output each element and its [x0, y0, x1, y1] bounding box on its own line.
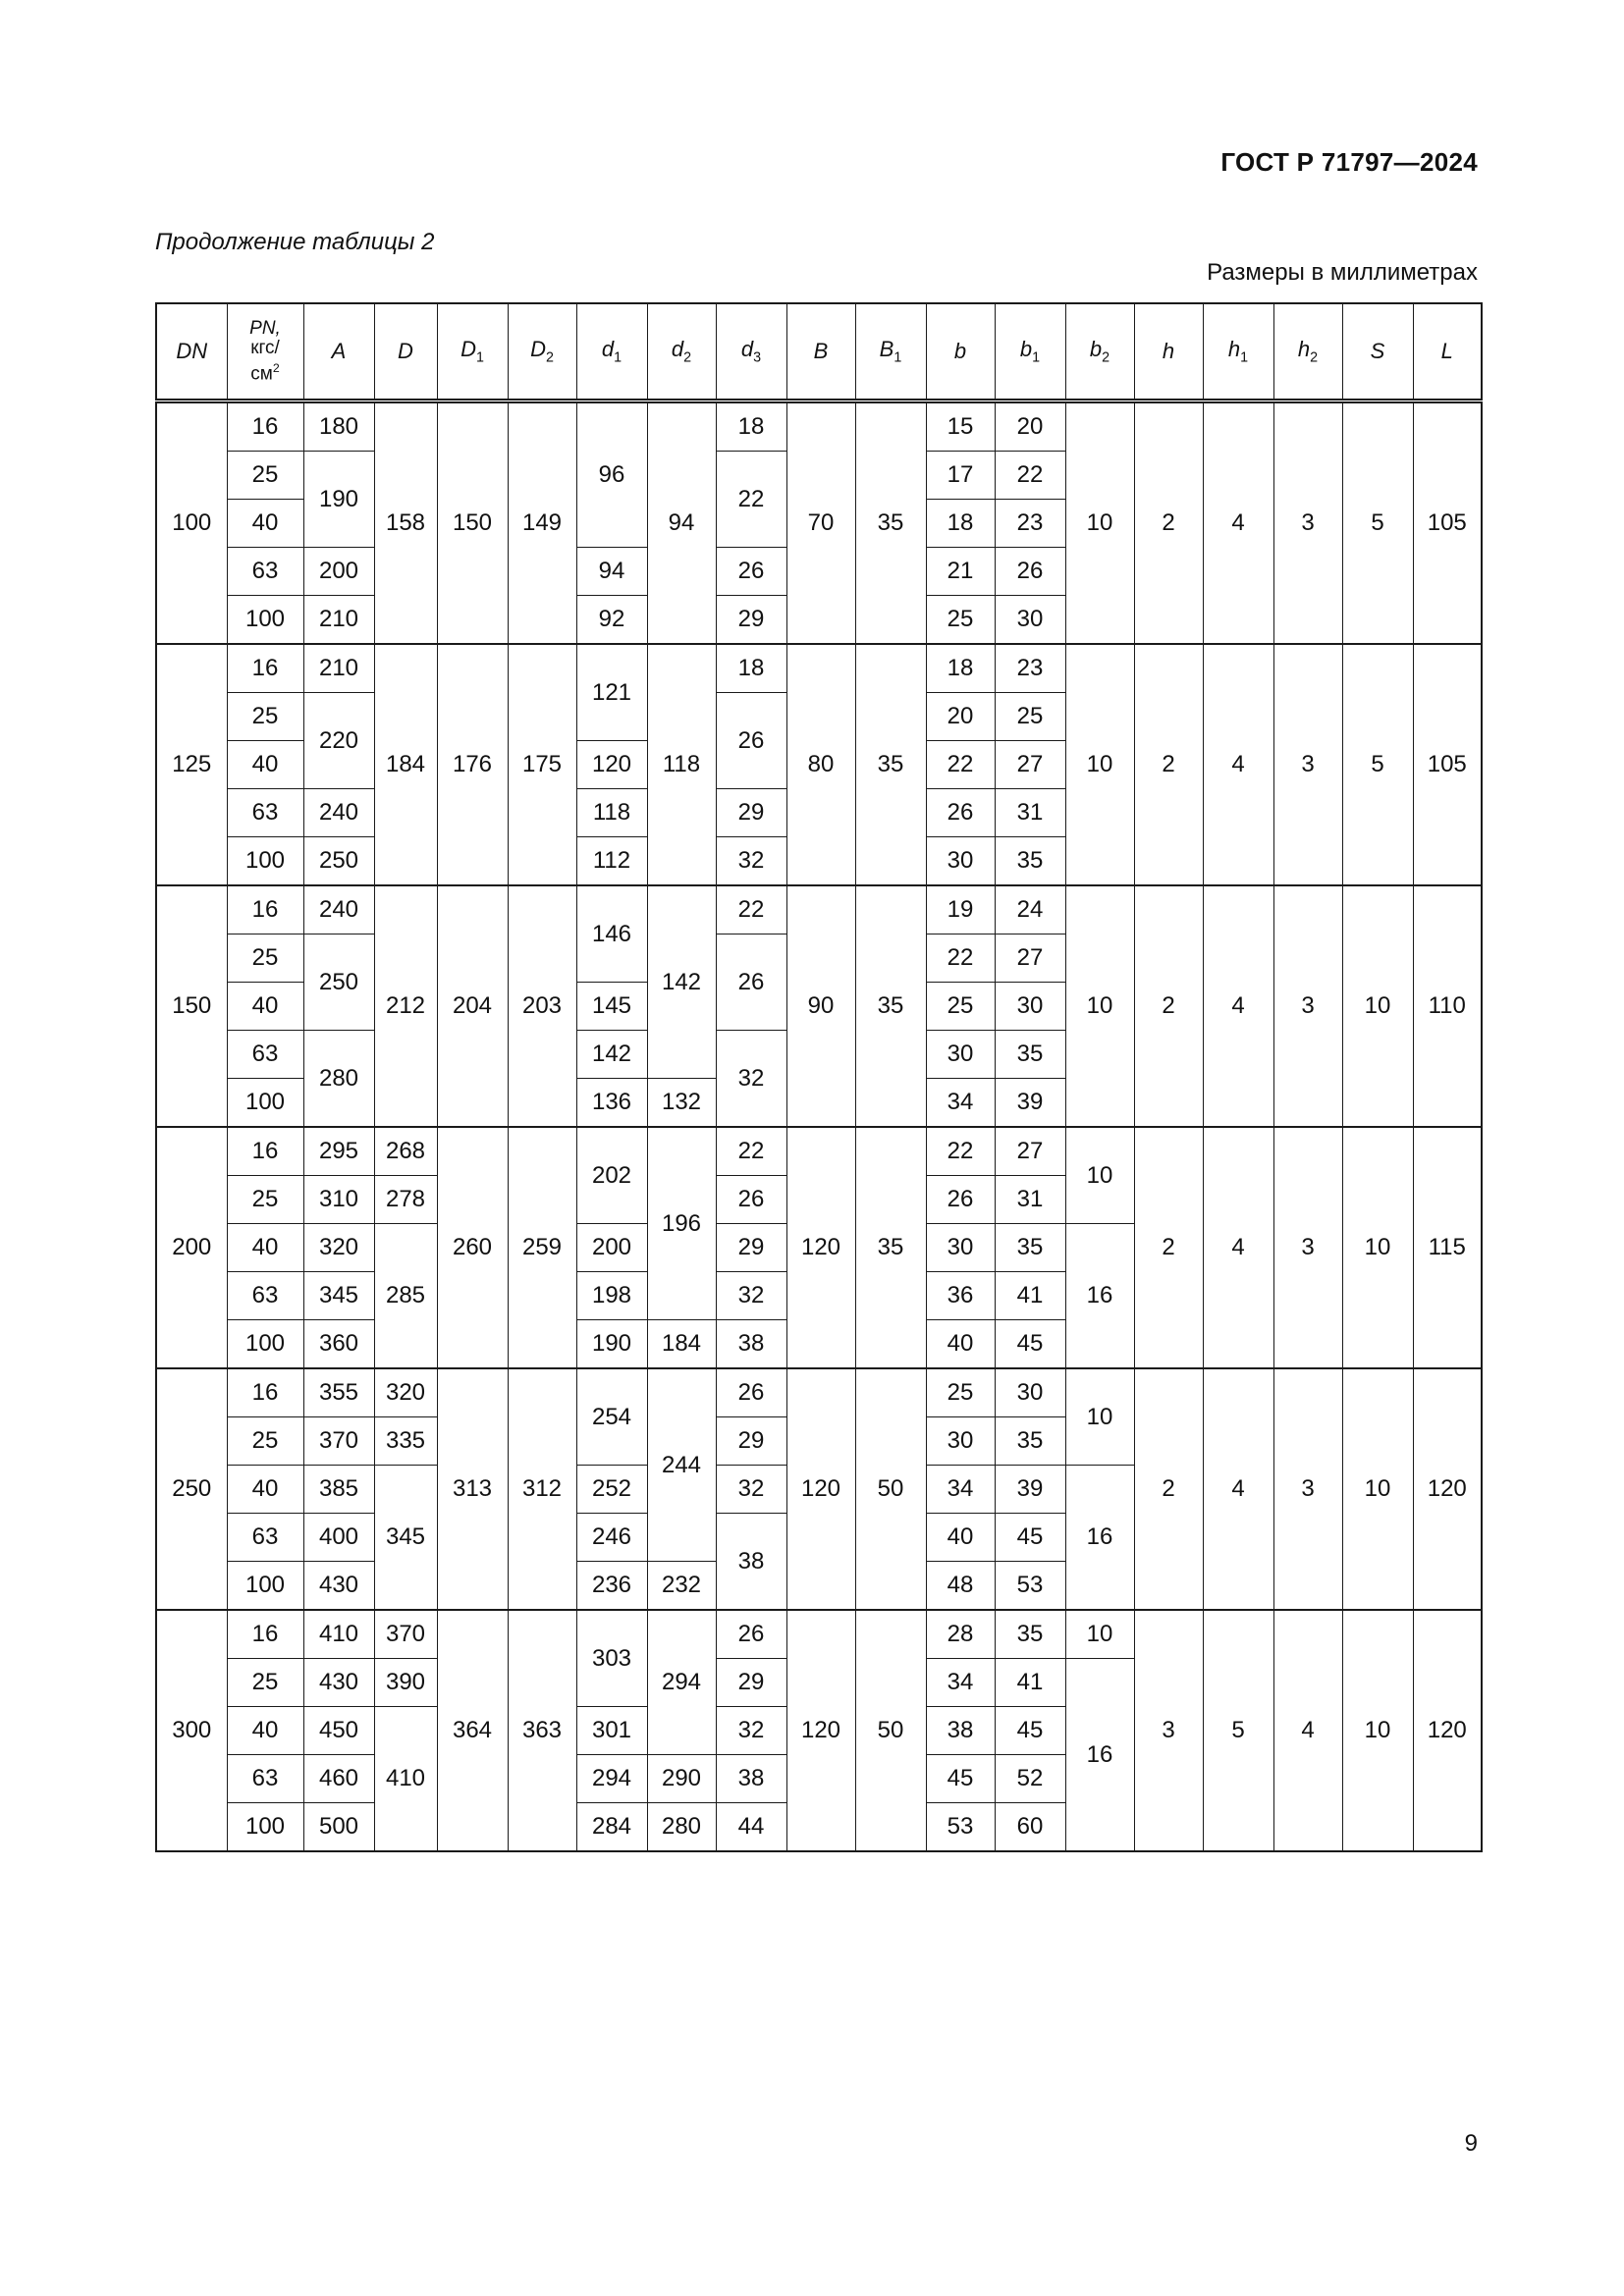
cell-b1: 35: [995, 1031, 1065, 1079]
page-number: 9: [1464, 2130, 1478, 2157]
cell-d3: 32: [716, 1707, 786, 1755]
cell-d2: 175: [508, 644, 576, 885]
cell-a: 180: [303, 401, 374, 452]
cell-b1: 23: [995, 500, 1065, 548]
cell-d3: 26: [716, 693, 786, 789]
cell-d3: 29: [716, 1224, 786, 1272]
cell-b2: 10: [1065, 885, 1134, 1127]
cell-d1: 313: [437, 1368, 508, 1610]
column-header-h1: $h_1$: [1203, 303, 1273, 401]
cell-s: 5: [1342, 401, 1413, 645]
column-header-dn: DN: [156, 303, 227, 401]
cell-d3: 22: [716, 1127, 786, 1176]
cell-b1: 45: [995, 1707, 1065, 1755]
cell-b1: 30: [995, 1368, 1065, 1417]
cell-a: 280: [303, 1031, 374, 1128]
cell-b: 40: [926, 1320, 995, 1369]
cell-dn: 125: [156, 644, 227, 885]
cell-d3: 29: [716, 789, 786, 837]
cell-b: 38: [926, 1707, 995, 1755]
cell-pn: 100: [227, 1320, 303, 1369]
cell-b: 26: [926, 789, 995, 837]
cell-d1: 204: [437, 885, 508, 1127]
cell-dn: 150: [156, 885, 227, 1127]
cell-b1: 30: [995, 596, 1065, 645]
cell-l: 105: [1413, 644, 1482, 885]
cell-b2: 16: [1065, 1224, 1134, 1369]
cell-pn: 16: [227, 885, 303, 934]
cell-d1: 294: [576, 1755, 647, 1803]
cell-b1: 53: [995, 1562, 1065, 1611]
table-row: [156, 644, 1482, 693]
cell-pn: 100: [227, 596, 303, 645]
cell-b1: 31: [995, 1176, 1065, 1224]
cell-s: 10: [1342, 1368, 1413, 1610]
table-caption: Продолжение таблицы 2: [155, 229, 435, 255]
cell-b: 28: [926, 1610, 995, 1659]
cell-a: 385: [303, 1466, 374, 1514]
cell-pn: 63: [227, 548, 303, 596]
column-header-b: B: [786, 303, 855, 401]
cell-b1: 45: [995, 1514, 1065, 1562]
cell-d: 390: [374, 1659, 437, 1707]
column-header-d3: $d_3$: [716, 303, 786, 401]
cell-a: 310: [303, 1176, 374, 1224]
cell-h1: 4: [1203, 1368, 1273, 1610]
cell-d3: 26: [716, 548, 786, 596]
column-header-h: h: [1134, 303, 1203, 401]
cell-a: 190: [303, 452, 374, 548]
cell-s: 10: [1342, 885, 1413, 1127]
column-header-d1: $d_1$: [576, 303, 647, 401]
cell-b1: 50: [855, 1368, 926, 1610]
column-header-b: b: [926, 303, 995, 401]
cell-b1: 27: [995, 1127, 1065, 1176]
cell-b: 40: [926, 1514, 995, 1562]
cell-l: 120: [1413, 1368, 1482, 1610]
cell-pn: 25: [227, 1417, 303, 1466]
cell-d3: 18: [716, 401, 786, 452]
cell-b1: 35: [855, 885, 926, 1127]
cell-a: 400: [303, 1514, 374, 1562]
cell-d3: 32: [716, 1272, 786, 1320]
cell-d3: 29: [716, 1417, 786, 1466]
cell-b: 15: [926, 401, 995, 452]
cell-b1: 60: [995, 1803, 1065, 1852]
cell-h1: 4: [1203, 644, 1273, 885]
cell-b: 25: [926, 596, 995, 645]
cell-d1: 136: [576, 1079, 647, 1128]
cell-h: 3: [1134, 1610, 1203, 1851]
cell-b1: 23: [995, 644, 1065, 693]
cell-d1: 254: [576, 1368, 647, 1466]
cell-a: 210: [303, 644, 374, 693]
table-body: [156, 401, 1482, 1852]
cell-d1: 301: [576, 1707, 647, 1755]
cell-l: 105: [1413, 401, 1482, 645]
column-header-b1: $b_1$: [995, 303, 1065, 401]
cell-d1: 176: [437, 644, 508, 885]
cell-b: 45: [926, 1755, 995, 1803]
cell-pn: 25: [227, 1659, 303, 1707]
cell-pn: 63: [227, 1755, 303, 1803]
cell-d: 158: [374, 401, 437, 645]
cell-b: 48: [926, 1562, 995, 1611]
cell-d3: 29: [716, 596, 786, 645]
cell-b: 30: [926, 1224, 995, 1272]
cell-b1: 22: [995, 452, 1065, 500]
cell-b: 34: [926, 1466, 995, 1514]
cell-d2: 149: [508, 401, 576, 645]
table-row: [156, 1127, 1482, 1176]
cell-d: 212: [374, 885, 437, 1127]
table-head: [156, 303, 1482, 401]
cell-dn: 200: [156, 1127, 227, 1368]
cell-d3: 38: [716, 1755, 786, 1803]
cell-l: 115: [1413, 1127, 1482, 1368]
cell-b: 34: [926, 1659, 995, 1707]
cell-d3: 26: [716, 1176, 786, 1224]
cell-d: 285: [374, 1224, 437, 1369]
cell-dn: 300: [156, 1610, 227, 1851]
cell-d1: 146: [576, 885, 647, 983]
cell-a: 220: [303, 693, 374, 789]
cell-d3: 18: [716, 644, 786, 693]
cell-d2: 203: [508, 885, 576, 1127]
table-row: [156, 1368, 1482, 1417]
cell-b: 30: [926, 837, 995, 886]
cell-b1: 35: [995, 1417, 1065, 1466]
cell-d1: 284: [576, 1803, 647, 1852]
cell-b1: 31: [995, 789, 1065, 837]
table-row: [156, 401, 1482, 452]
column-header-b2: $b_2$: [1065, 303, 1134, 401]
table-row: [156, 1610, 1482, 1659]
cell-b2: 10: [1065, 401, 1134, 645]
cell-d1: 260: [437, 1127, 508, 1368]
header-row: [156, 303, 1482, 401]
cell-pn: 25: [227, 452, 303, 500]
cell-b2: 10: [1065, 644, 1134, 885]
cell-h2: 4: [1273, 1610, 1342, 1851]
cell-pn: 63: [227, 1514, 303, 1562]
cell-a: 450: [303, 1707, 374, 1755]
cell-a: 430: [303, 1659, 374, 1707]
cell-b1: 52: [995, 1755, 1065, 1803]
cell-b1: 35: [995, 1610, 1065, 1659]
cell-d3: 29: [716, 1659, 786, 1707]
cell-h1: 5: [1203, 1610, 1273, 1851]
cell-s: 10: [1342, 1127, 1413, 1368]
column-header-a: A: [303, 303, 374, 401]
cell-d2: 142: [647, 885, 716, 1079]
units-note: Размеры в миллиметрах: [1207, 259, 1478, 286]
cell-h: 2: [1134, 885, 1203, 1127]
cell-d3: 32: [716, 1466, 786, 1514]
cell-h2: 3: [1273, 644, 1342, 885]
cell-pn: 100: [227, 1079, 303, 1128]
cell-b1: 27: [995, 741, 1065, 789]
cell-d3: 32: [716, 1031, 786, 1128]
cell-b: 80: [786, 644, 855, 885]
cell-d1: 200: [576, 1224, 647, 1272]
cell-b: 25: [926, 1368, 995, 1417]
cell-b: 53: [926, 1803, 995, 1852]
cell-b: 30: [926, 1031, 995, 1079]
cell-h2: 3: [1273, 401, 1342, 645]
cell-d2: 280: [647, 1803, 716, 1852]
cell-a: 240: [303, 789, 374, 837]
cell-pn: 100: [227, 1562, 303, 1611]
cell-b1: 35: [855, 401, 926, 645]
cell-b: 120: [786, 1368, 855, 1610]
cell-a: 295: [303, 1127, 374, 1176]
cell-dn: 100: [156, 401, 227, 645]
cell-h1: 4: [1203, 885, 1273, 1127]
cell-d2: 184: [647, 1320, 716, 1369]
cell-d1: 96: [576, 401, 647, 548]
cell-l: 120: [1413, 1610, 1482, 1851]
cell-a: 240: [303, 885, 374, 934]
cell-b1: 30: [995, 983, 1065, 1031]
cell-b: 120: [786, 1127, 855, 1368]
cell-d1: 190: [576, 1320, 647, 1369]
cell-a: 430: [303, 1562, 374, 1611]
cell-d2: 312: [508, 1368, 576, 1610]
cell-d1: 252: [576, 1466, 647, 1514]
cell-s: 10: [1342, 1610, 1413, 1851]
cell-a: 320: [303, 1224, 374, 1272]
cell-d: 278: [374, 1176, 437, 1224]
cell-a: 410: [303, 1610, 374, 1659]
dimensions-table: [155, 302, 1483, 1852]
cell-h: 2: [1134, 644, 1203, 885]
cell-b: 34: [926, 1079, 995, 1128]
cell-a: 500: [303, 1803, 374, 1852]
cell-d1: 145: [576, 983, 647, 1031]
cell-pn: 63: [227, 1272, 303, 1320]
cell-d3: 38: [716, 1320, 786, 1369]
cell-b1: 39: [995, 1079, 1065, 1128]
cell-a: 370: [303, 1417, 374, 1466]
cell-d1: 92: [576, 596, 647, 645]
column-header-d2: $D_2$: [508, 303, 576, 401]
cell-b1: 20: [995, 401, 1065, 452]
cell-d3: 26: [716, 1610, 786, 1659]
cell-h2: 3: [1273, 1127, 1342, 1368]
cell-dn: 250: [156, 1368, 227, 1610]
cell-d: 335: [374, 1417, 437, 1466]
cell-h2: 3: [1273, 1368, 1342, 1610]
cell-b2: 10: [1065, 1127, 1134, 1224]
cell-h: 2: [1134, 401, 1203, 645]
cell-d: 410: [374, 1707, 437, 1852]
cell-pn: 25: [227, 1176, 303, 1224]
document-header: ГОСТ Р 71797—2024: [1220, 147, 1478, 177]
cell-d1: 120: [576, 741, 647, 789]
column-header-h2: $h_2$: [1273, 303, 1342, 401]
column-header-l: L: [1413, 303, 1482, 401]
cell-b1: 35: [995, 1224, 1065, 1272]
cell-d: 268: [374, 1127, 437, 1176]
cell-d3: 22: [716, 452, 786, 548]
cell-h: 2: [1134, 1368, 1203, 1610]
cell-a: 210: [303, 596, 374, 645]
cell-b: 26: [926, 1176, 995, 1224]
cell-pn: 25: [227, 693, 303, 741]
column-header-b1: $B_1$: [855, 303, 926, 401]
cell-a: 250: [303, 934, 374, 1031]
cell-d2: 290: [647, 1755, 716, 1803]
cell-b: 70: [786, 401, 855, 645]
cell-b: 30: [926, 1417, 995, 1466]
cell-d2: 259: [508, 1127, 576, 1368]
cell-d1: 303: [576, 1610, 647, 1707]
cell-b: 19: [926, 885, 995, 934]
cell-pn: 40: [227, 983, 303, 1031]
cell-d3: 26: [716, 1368, 786, 1417]
cell-d: 345: [374, 1466, 437, 1611]
cell-pn: 16: [227, 644, 303, 693]
table-row: [156, 885, 1482, 934]
cell-a: 355: [303, 1368, 374, 1417]
cell-b: 36: [926, 1272, 995, 1320]
cell-b: 120: [786, 1610, 855, 1851]
cell-h1: 4: [1203, 1127, 1273, 1368]
cell-b: 18: [926, 644, 995, 693]
cell-d2: 196: [647, 1127, 716, 1320]
cell-b: 17: [926, 452, 995, 500]
cell-b: 90: [786, 885, 855, 1127]
cell-d2: 132: [647, 1079, 716, 1128]
cell-b2: 10: [1065, 1610, 1134, 1659]
cell-pn: 40: [227, 1707, 303, 1755]
cell-pn: 40: [227, 1224, 303, 1272]
cell-b2: 16: [1065, 1659, 1134, 1852]
cell-b1: 35: [855, 644, 926, 885]
cell-b1: 24: [995, 885, 1065, 934]
cell-d2: 232: [647, 1562, 716, 1611]
cell-s: 5: [1342, 644, 1413, 885]
cell-b1: 45: [995, 1320, 1065, 1369]
cell-d1: 246: [576, 1514, 647, 1562]
cell-b: 25: [926, 983, 995, 1031]
cell-pn: 16: [227, 1368, 303, 1417]
column-header-d: D: [374, 303, 437, 401]
cell-h2: 3: [1273, 885, 1342, 1127]
column-header-d2: $d_2$: [647, 303, 716, 401]
cell-h1: 4: [1203, 401, 1273, 645]
cell-pn: 25: [227, 934, 303, 983]
cell-d1: 236: [576, 1562, 647, 1611]
cell-pn: 63: [227, 1031, 303, 1079]
cell-b: 22: [926, 1127, 995, 1176]
cell-b1: 25: [995, 693, 1065, 741]
cell-d2: 363: [508, 1610, 576, 1851]
cell-b: 20: [926, 693, 995, 741]
cell-pn: 40: [227, 741, 303, 789]
cell-b2: 10: [1065, 1368, 1134, 1466]
cell-b2: 16: [1065, 1466, 1134, 1611]
cell-b1: 27: [995, 934, 1065, 983]
cell-pn: 40: [227, 500, 303, 548]
cell-b1: 41: [995, 1659, 1065, 1707]
cell-b1: 39: [995, 1466, 1065, 1514]
cell-d3: 44: [716, 1803, 786, 1852]
cell-d1: 364: [437, 1610, 508, 1851]
column-header-pn: PN, кгс/ $см^2$: [227, 303, 303, 401]
cell-d1: 112: [576, 837, 647, 886]
cell-d2: 244: [647, 1368, 716, 1562]
cell-d2: 118: [647, 644, 716, 885]
cell-pn: 100: [227, 837, 303, 886]
cell-b1: 35: [995, 837, 1065, 886]
cell-d: 184: [374, 644, 437, 885]
cell-b1: 26: [995, 548, 1065, 596]
cell-a: 460: [303, 1755, 374, 1803]
cell-d1: 121: [576, 644, 647, 741]
cell-d1: 198: [576, 1272, 647, 1320]
cell-d3: 32: [716, 837, 786, 886]
cell-d: 320: [374, 1368, 437, 1417]
cell-d2: 94: [647, 401, 716, 645]
cell-d2: 294: [647, 1610, 716, 1755]
cell-h: 2: [1134, 1127, 1203, 1368]
cell-b1: 35: [855, 1127, 926, 1368]
cell-d3: 22: [716, 885, 786, 934]
cell-b1: 41: [995, 1272, 1065, 1320]
cell-pn: 16: [227, 401, 303, 452]
cell-d1: 202: [576, 1127, 647, 1224]
cell-d3: 26: [716, 934, 786, 1031]
cell-pn: 63: [227, 789, 303, 837]
cell-d: 370: [374, 1610, 437, 1659]
column-header-s: S: [1342, 303, 1413, 401]
cell-d3: 38: [716, 1514, 786, 1611]
cell-b: 21: [926, 548, 995, 596]
cell-pn: 100: [227, 1803, 303, 1852]
cell-a: 250: [303, 837, 374, 886]
cell-a: 345: [303, 1272, 374, 1320]
cell-d1: 94: [576, 548, 647, 596]
cell-d1: 142: [576, 1031, 647, 1079]
cell-pn: 16: [227, 1127, 303, 1176]
cell-b: 22: [926, 934, 995, 983]
column-header-d1: $D_1$: [437, 303, 508, 401]
cell-pn: 40: [227, 1466, 303, 1514]
cell-b: 22: [926, 741, 995, 789]
cell-a: 200: [303, 548, 374, 596]
cell-l: 110: [1413, 885, 1482, 1127]
cell-d1: 150: [437, 401, 508, 645]
cell-a: 360: [303, 1320, 374, 1369]
cell-b1: 50: [855, 1610, 926, 1851]
cell-pn: 16: [227, 1610, 303, 1659]
cell-d1: 118: [576, 789, 647, 837]
cell-b: 18: [926, 500, 995, 548]
